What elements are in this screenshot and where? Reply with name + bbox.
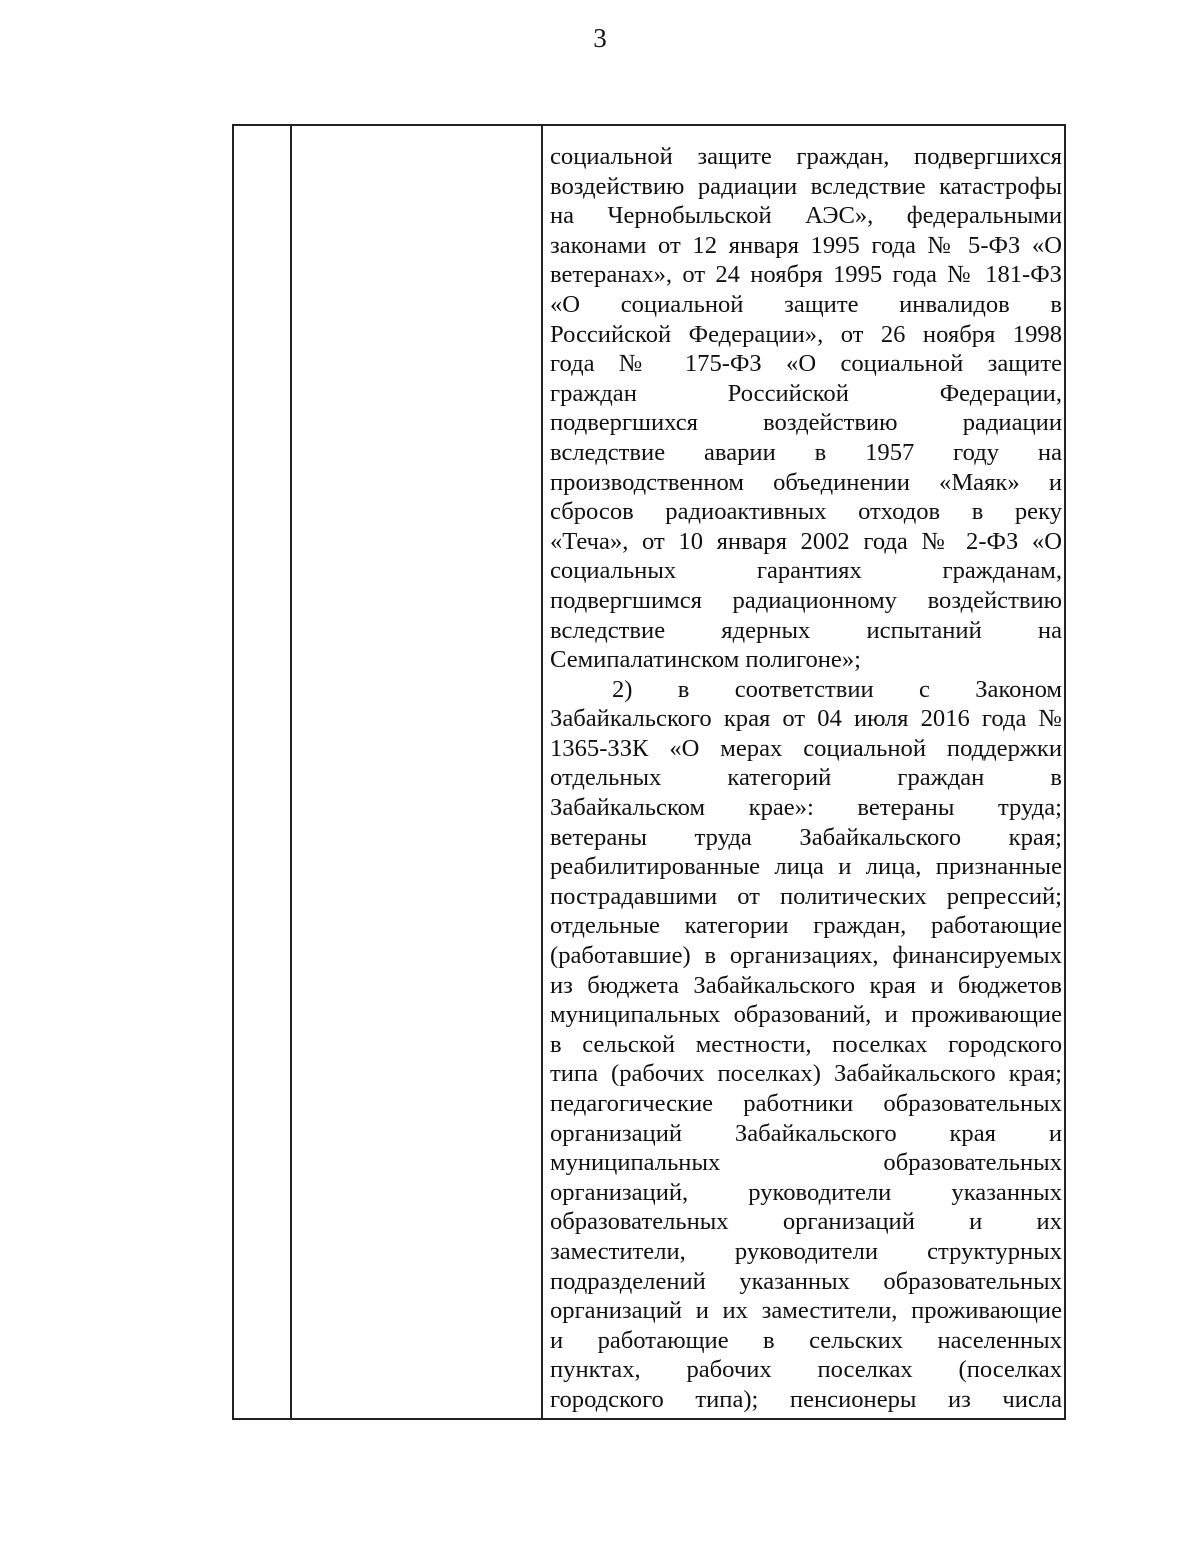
text-line: «Теча», от 10 января 2002 года № 2-ФЗ «О: [550, 527, 1062, 555]
text-line: сбросов радиоактивных отходов в реку: [550, 498, 1062, 526]
text-line: года № 175-ФЗ «О социальной защите: [550, 350, 1062, 378]
text-line: из бюджета Забайкальского края и бюджетов: [550, 971, 1062, 999]
table-column-divider-2: [541, 126, 543, 1418]
text-line: пунктах, рабочих поселках (поселках: [550, 1356, 1062, 1384]
text-line: подвергшимся радиационному воздействию: [550, 586, 1062, 614]
text-line: муниципальных образовательных: [550, 1149, 1062, 1177]
text-line: организаций Забайкальского края и: [550, 1119, 1062, 1147]
text-line: в сельской местности, поселках городского: [550, 1030, 1062, 1058]
text-line: Забайкальского края от 04 июля 2016 года №: [550, 705, 1062, 733]
table-column-divider-1: [290, 126, 292, 1418]
paragraph-1: [550, 142, 1062, 675]
text-line: вследствие аварии в 1957 году на: [550, 438, 1062, 466]
text-line: подвергшихся воздействию радиации: [550, 409, 1062, 437]
text-line: и работающие в сельских населенных: [550, 1326, 1062, 1354]
text-line: на Чернобыльской АЭС», федеральными: [550, 202, 1062, 230]
document-table: [232, 124, 1066, 1420]
paragraph-2: [550, 675, 1062, 1415]
text-line: ветеранах», от 24 ноября 1995 года № 181-ФЗ: [550, 261, 1062, 289]
text-line: Российской Федерации», от 26 ноября 1998: [550, 320, 1062, 348]
text-line: городского типа); пенсионеры из числа: [550, 1385, 1062, 1413]
text-line: воздействию радиации вследствие катастрофы: [550, 172, 1062, 200]
text-line: Семипалатинском полигоне»;: [550, 646, 861, 674]
page-number: 3: [593, 23, 607, 53]
text-line: заместители, руководители структурных: [550, 1237, 1062, 1265]
text-line: реабилитированные лица и лица, признанные: [550, 853, 1062, 881]
text-line: «О социальной защите инвалидов в: [550, 290, 1062, 318]
text-line: педагогические работники образовательных: [550, 1090, 1062, 1117]
text-line: 2) в соответствии с Законом: [612, 675, 1062, 703]
text-line: вследствие ядерных испытаний на: [550, 616, 1062, 644]
text-line: отдельные категории граждан, работающие: [550, 912, 1062, 940]
text-line: производственном объединении «Маяк» и: [550, 468, 1062, 496]
text-line: законами от 12 января 1995 года № 5-ФЗ «О: [550, 231, 1062, 259]
text-line: 1365-ЗЗК «О мерах социальной поддержки: [550, 734, 1062, 762]
table-text-cell: [550, 142, 1062, 1415]
text-line: граждан Российской Федерации,: [550, 379, 1062, 407]
text-line: Забайкальском крае»: ветераны труда;: [550, 794, 1062, 822]
text-line: подразделений указанных образовательных: [550, 1267, 1062, 1295]
text-line: социальных гарантиях гражданам,: [550, 557, 1062, 585]
text-line: отдельных категорий граждан в: [550, 764, 1062, 792]
text-line: организаций и их заместители, проживающие: [550, 1297, 1062, 1325]
text-line: муниципальных образований, и проживающие: [550, 1001, 1062, 1029]
text-line: образовательных организаций и их: [550, 1208, 1062, 1236]
text-line: ветераны труда Забайкальского края;: [550, 823, 1062, 851]
text-line: социальной защите граждан, подвергшихся: [550, 143, 1062, 170]
text-line: типа (рабочих поселках) Забайкальского края;: [550, 1060, 1062, 1088]
text-line: пострадавшими от политических репрессий;: [550, 882, 1062, 910]
text-line: организаций, руководители указанных: [550, 1178, 1062, 1206]
text-line: (работавшие) в организациях, финансируемых: [550, 942, 1062, 970]
